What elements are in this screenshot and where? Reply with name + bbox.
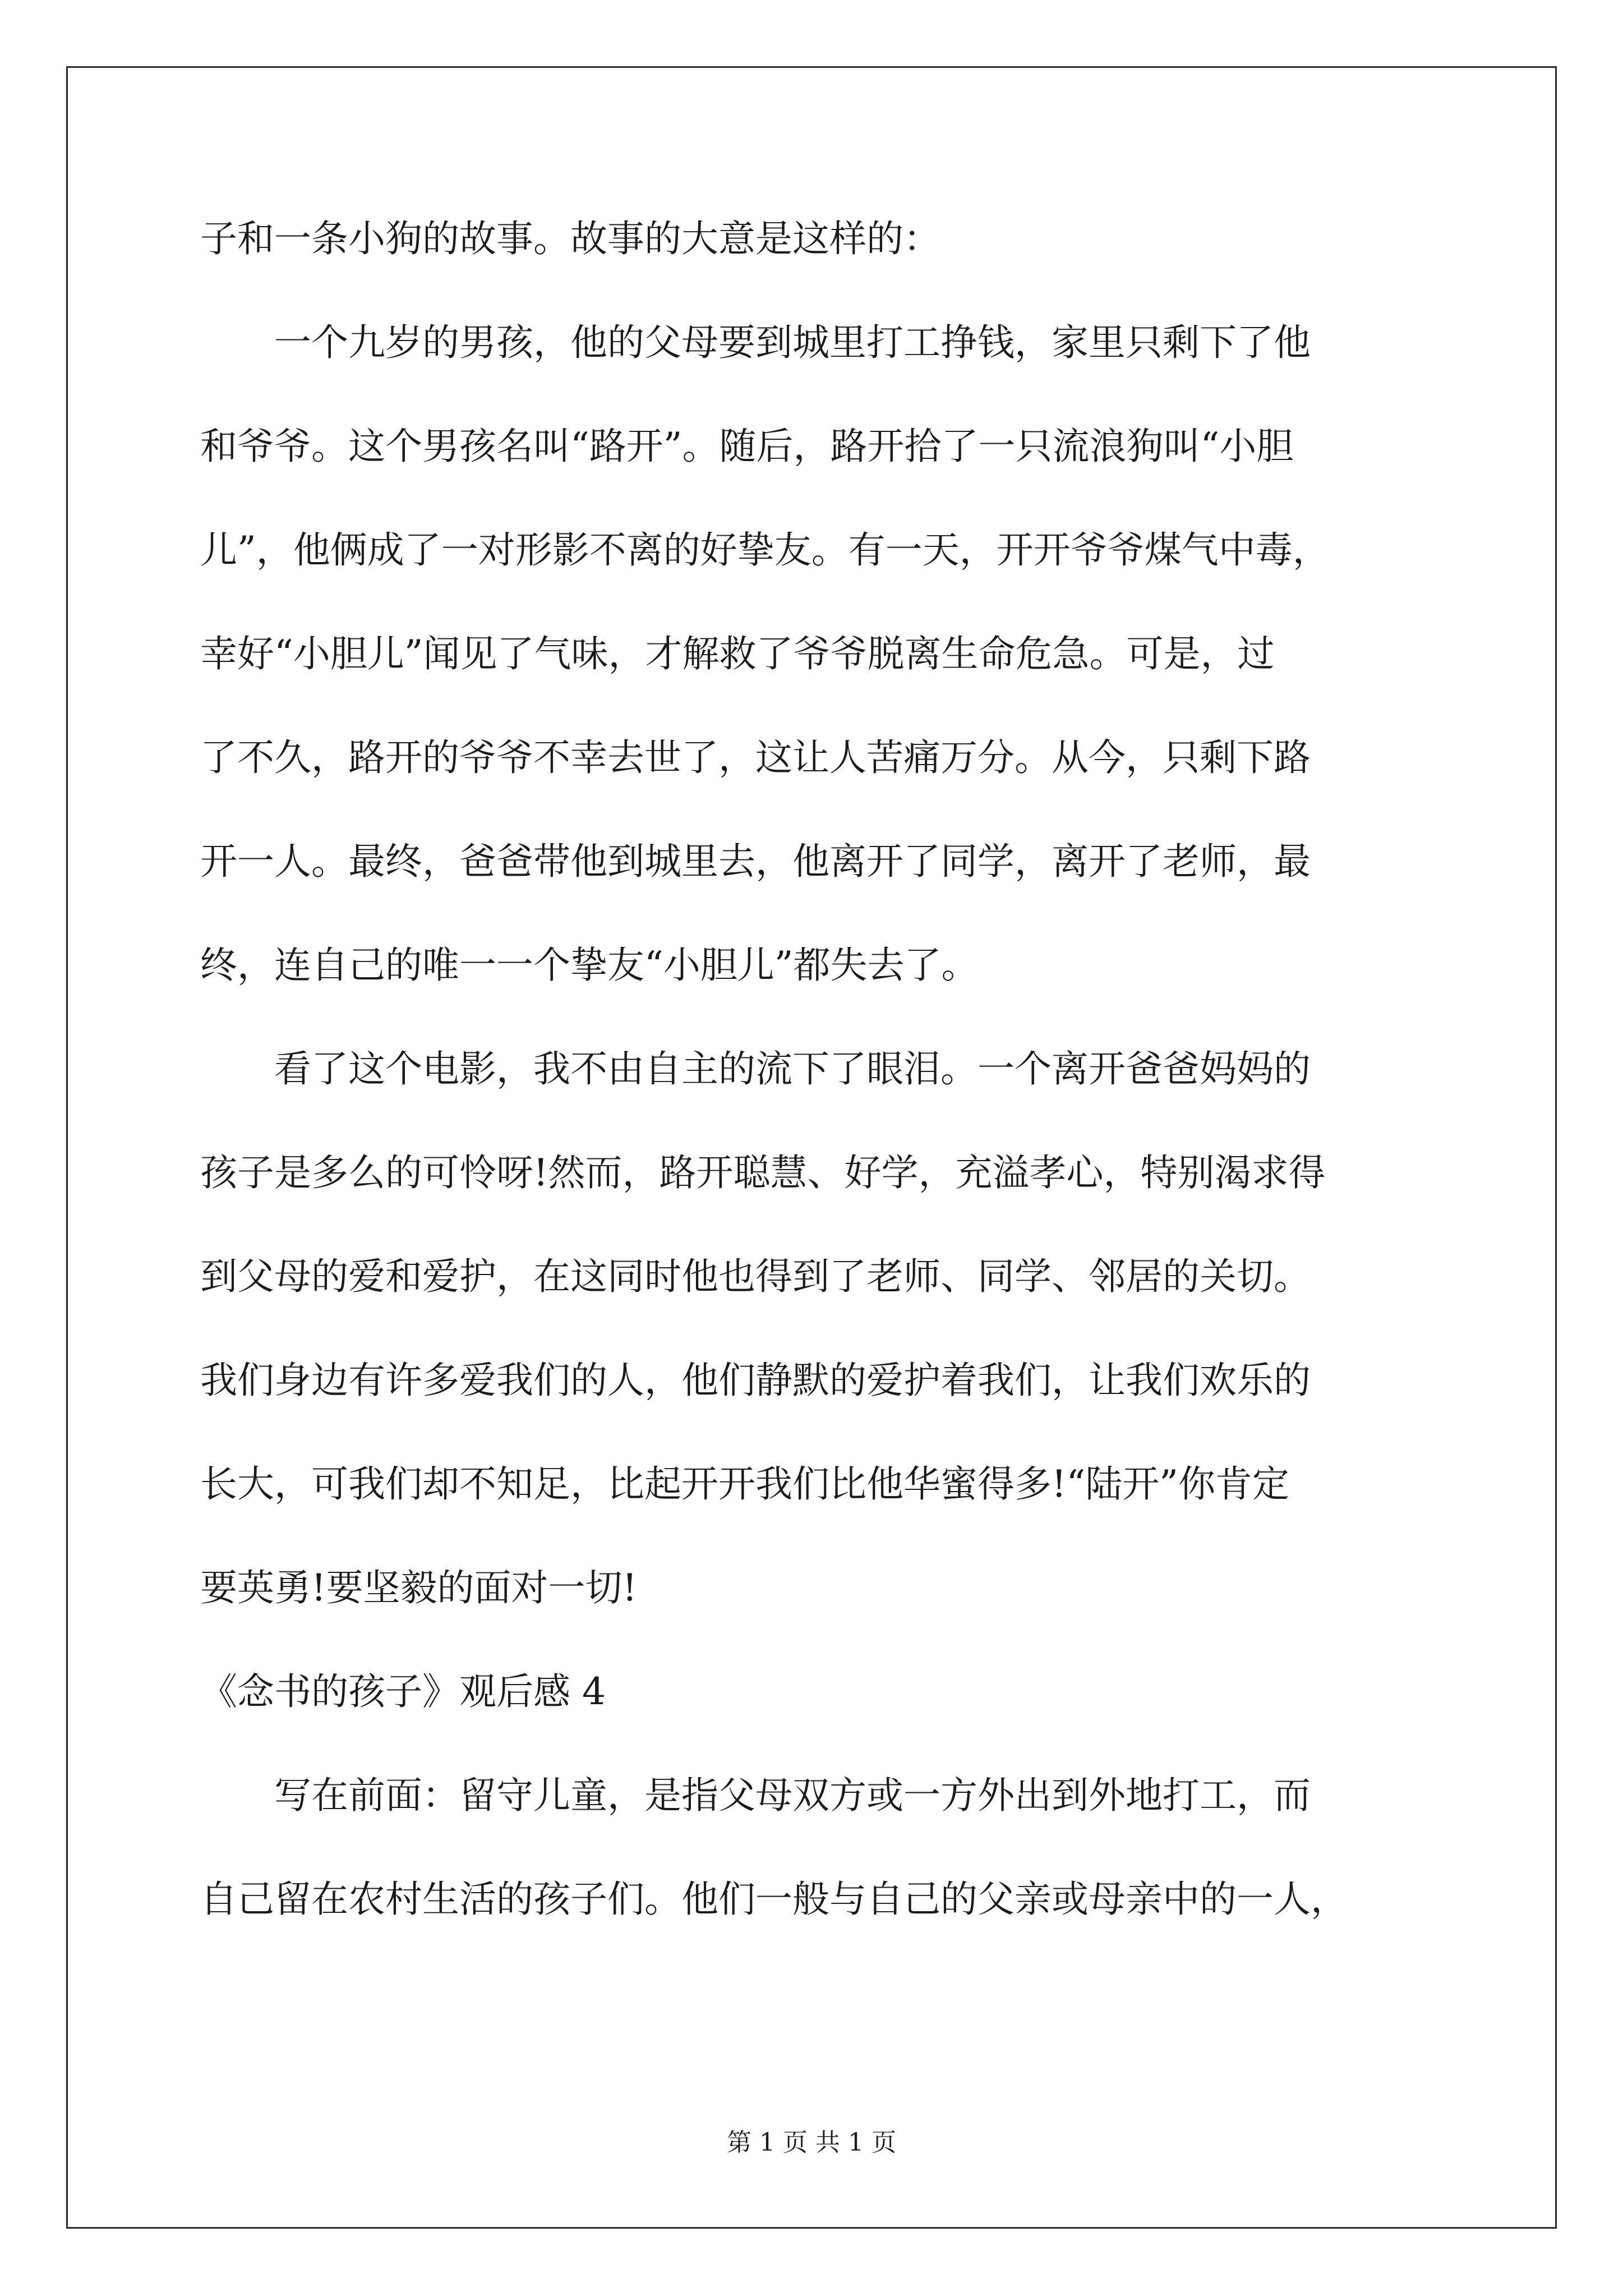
text-line: 到父母的爱和爱护，在这同时他也得到了老师、同学、邻居的关切。	[200, 1255, 1311, 1298]
text-line: 我们身边有许多爱我们的人，他们静默的爱护着我们，让我们欢乐的	[200, 1359, 1311, 1402]
paragraph-first-line: 写在前面：留守儿童，是指父母双方或一方外出到外地打工，而	[274, 1774, 1311, 1817]
text-line: 要英勇!要坚毅的面对一切!	[200, 1566, 638, 1609]
section-heading: 《念书的孩子》观后感 4	[200, 1670, 606, 1713]
text-line: 儿”，他俩成了一对形影不离的好挚友。有一天，开开爷爷煤气中毒，	[200, 528, 1330, 572]
text-line: 和爷爷。这个男孩名叫“路开”。随后，路开拾了一只流浪狗叫“小胆	[200, 425, 1294, 468]
text-line: 长大，可我们却不知足，比起开开我们比他华蜜得多!“陆开”你肯定	[200, 1462, 1290, 1506]
text-line: 开一人。最终，爸爸带他到城里去，他离开了同学，离开了老师，最	[200, 840, 1311, 883]
paragraph-first-line: 看了这个电影，我不由自主的流下了眼泪。一个离开爸爸妈妈的	[274, 1047, 1311, 1091]
text-line: 孩子是多么的可怜呀!然而，路开聪慧、好学，充溢孝心，特别渴求得	[200, 1151, 1326, 1194]
text-line: 了不久，路开的爷爷不幸去世了，这让人苦痛万分。从今，只剩下路	[200, 736, 1311, 779]
text-line: 子和一条小狗的故事。故事的大意是这样的：	[200, 217, 940, 260]
paragraph-first-line: 一个九岁的男孩，他的父母要到城里打工挣钱，家里只剩下了他	[274, 321, 1311, 364]
text-line: 自己留在农村生活的孩子们。他们一般与自己的父亲或母亲中的一人，	[200, 1878, 1348, 1921]
text-line: 幸好“小胆儿”闻见了气味，才解救了爷爷脱离生命危急。可是，过	[200, 632, 1275, 675]
text-line: 终，连自己的唯一一个挚友“小胆儿”都失去了。	[200, 944, 979, 987]
page-footer: 第 1 页 共 1 页	[727, 2128, 896, 2157]
